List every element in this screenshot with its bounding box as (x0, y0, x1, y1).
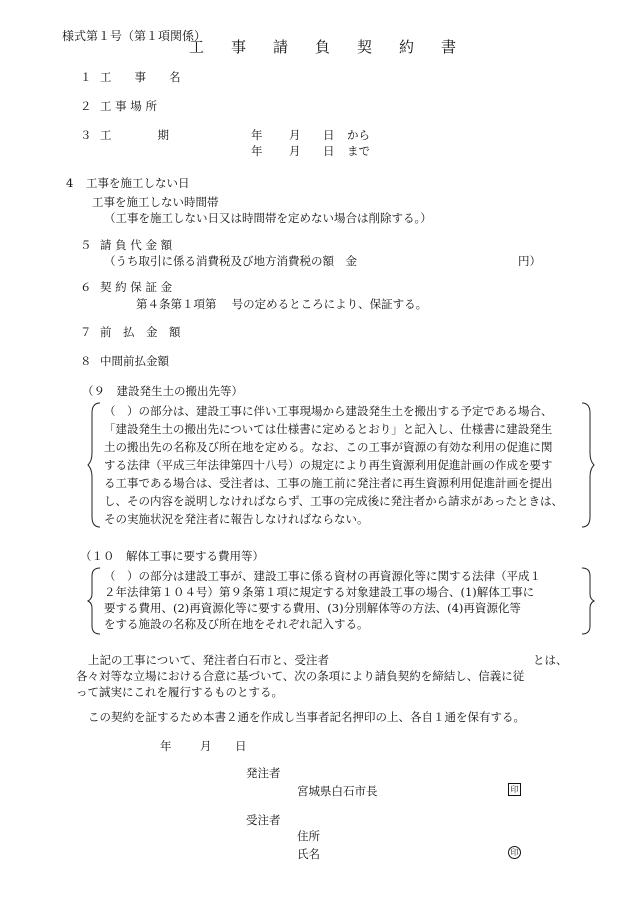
item-heading-soil: （９ 建設発生土の搬出先等） (82, 384, 243, 398)
item-label-advance: 前 払 金 額 (100, 325, 181, 339)
item-note-non-work: （工事を施工しない日又は時間帯を定めない場合は削除する。） (104, 211, 432, 225)
item-sub-non-work-hours: 工事を施工しない時間帯 (92, 195, 219, 209)
period-from-suffix: から (347, 128, 370, 142)
soil-line: 「建設発生土の搬出先については仕様書に定めるとおり」と記入し、仕様書に建設発生 (104, 422, 553, 436)
soil-line: する法律（平成三年法律第四十八号）の規定により再生資源利用促進計画の作成を要す (104, 458, 553, 472)
item-label-non-work-days: 工事を施工しない日 (86, 176, 190, 190)
item-label-interim-advance: 中間前払金額 (100, 354, 169, 368)
copies-statement: この契約を証するため本書２通を作成し当事者記名押印の上、各自１通を保有する。 (88, 710, 525, 724)
title-char: 約 (399, 38, 415, 56)
item-note-yen: 円） (518, 254, 541, 268)
contractor-address-label: 住所 (297, 829, 320, 843)
date-year: 年 (160, 739, 172, 753)
title-char: 事 (231, 38, 247, 56)
item-number: ５ (80, 238, 92, 252)
soil-line: その実施状況を発注者に報告しなければならない。 (104, 512, 369, 526)
soil-line: 土の搬出先の名称及び所在地を定める。なお、この工事が資源の有効な利用の促進に関 (104, 440, 553, 454)
demolition-line: ２年法律第１０４号）第９条第１項に規定する対象建設工事の場合、(1)解体工事に (104, 585, 535, 599)
item-label-work-site: 工 事 場 所 (100, 99, 157, 113)
demolition-line: 要する費用、(2)再資源化等に要する費用、(3)分別解体等の方法、(4)再資源化等 (104, 601, 521, 615)
item-number: 4 (66, 176, 74, 190)
date-month: 月 (200, 739, 212, 753)
item-label-work-name: 工 事 名 (100, 70, 181, 84)
period-to-year: 年 (251, 144, 263, 158)
title-char: 契 (357, 38, 373, 56)
item-number: １ (80, 70, 92, 84)
period-from-year: 年 (251, 128, 263, 142)
item-label-contract-amount: 請 負 代 金 額 (100, 238, 173, 252)
contractor-seal-icon: 印 (508, 846, 521, 859)
orderer-seal-icon: 印 (508, 783, 521, 796)
form-label: 様式第１号（第１項関係） (62, 29, 207, 43)
agreement-text-line2: 各々対等な立場における合意に基づいて、次の条項により請負契約を締結し、信義に従 (76, 669, 525, 683)
agreement-text-line3: って誠実にこれを履行するものとする。 (76, 685, 283, 699)
item-label-period: 工 期 (100, 128, 169, 142)
period-to-suffix: まで (347, 144, 370, 158)
contractor-name-label: 氏名 (297, 847, 320, 861)
item-number: ６ (80, 280, 92, 294)
title-char: 書 (441, 38, 457, 56)
title-char: 負 (315, 38, 331, 56)
contractor-label: 受注者 (246, 813, 281, 827)
item-note-guarantee: 第４条第１項第 号の定めるところにより、保証する。 (136, 297, 428, 311)
agreement-text-b: とは、 (533, 653, 568, 667)
item-number: ７ (80, 325, 92, 339)
period-to-month: 月 (289, 144, 301, 158)
demolition-line: をする施設の名称及び所在地をそれぞれ記入する。 (104, 617, 369, 631)
title-char: 請 (273, 38, 289, 56)
item-heading-demolition: （１０ 解体工事に要する費用等） (80, 549, 264, 563)
orderer-label: 発注者 (246, 766, 281, 780)
soil-line: る工事である場合は、受注者は、工事の施工前に発注者に再生資源利用促進計画を提出 (104, 476, 553, 490)
item-label-guarantee: 契 約 保 証 金 (100, 280, 173, 294)
agreement-text-a: 上記の工事について、発注者白石市と、受注者 (88, 653, 330, 667)
period-to-day: 日 (323, 144, 335, 158)
item-number: ８ (80, 354, 92, 368)
date-day: 日 (235, 739, 247, 753)
soil-line: （ ）の部分は、建設工事に伴い工事現場から建設発生土を搬出する予定である場合、 (104, 404, 553, 418)
title-char: 工 (189, 38, 205, 56)
period-from-day: 日 (323, 128, 335, 142)
soil-line: し、その内容を説明しなければならず、工事の完成後に発注者から請求があったときは、 (104, 494, 563, 508)
item-number: ２ (80, 99, 92, 113)
item-number: ３ (80, 128, 92, 142)
item-note-tax: （うち取引に係る消費税及び地方消費税の額 金 (104, 254, 357, 268)
demolition-line: （ ）の部分は建設工事が、建設工事に係る資材の再資源化等に関する法律（平成１ (104, 569, 541, 583)
period-from-month: 月 (289, 128, 301, 142)
orderer-name: 宮城県白石市長 (297, 784, 378, 798)
